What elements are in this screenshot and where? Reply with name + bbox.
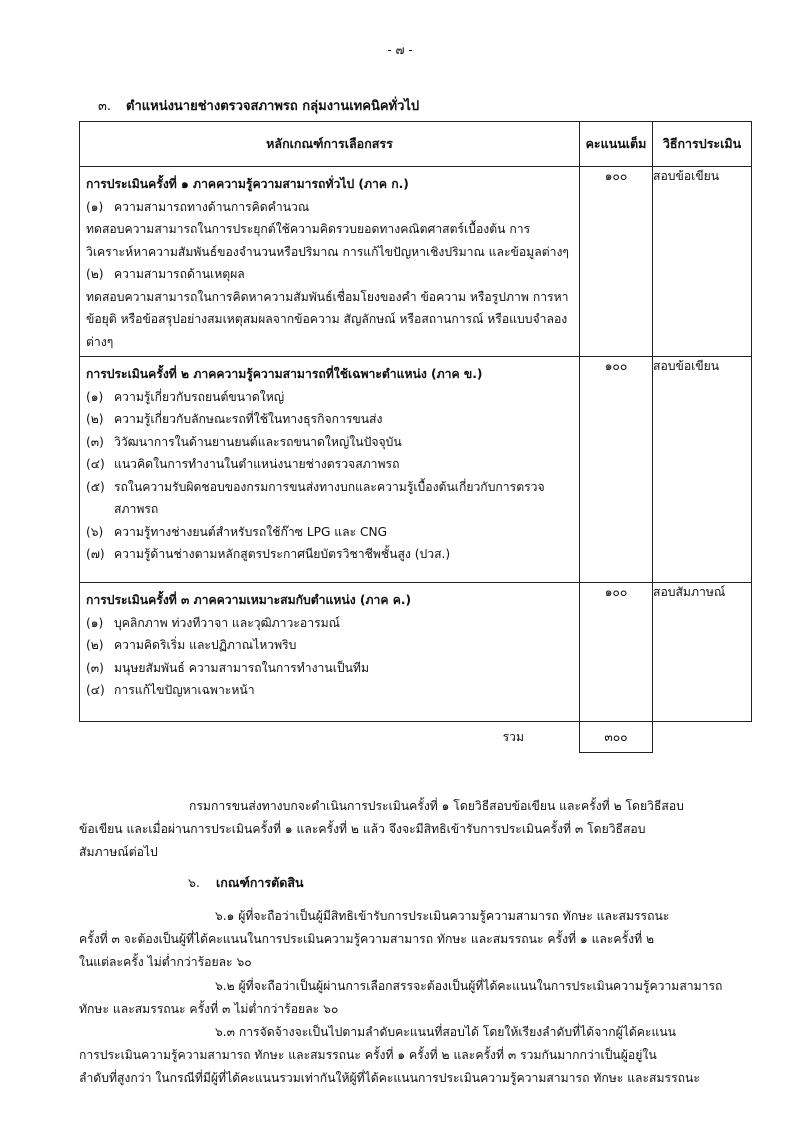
- item-text: ความรู้เกี่ยวกับลักษณะรถที่ใช้ในทางธุรกิจการขนส่ง: [114, 412, 383, 426]
- paragraph-line: ในแต่ละครั้ง ไม่ต่ำกว่าร้อยละ ๖๐: [79, 955, 252, 969]
- item-text: ความรู้เกี่ยวกับรถยนต์ขนาดใหญ่: [114, 389, 285, 404]
- table-row: [80, 167, 752, 357]
- item-text: รถในความรับผิดชอบของกรมการขนส่งทางบกและความรู้เบื้องต้นเกี่ยวกับการตรวจสภาพรถ: [114, 479, 545, 516]
- item-text: ความคิดริเริ่ม และปฏิภาณไหวพริบ: [114, 638, 297, 652]
- row-heading: การประเมินครั้งที่ ๑ ภาคความรู้ความสามารถทั่วไป (ภาค ก.): [86, 177, 409, 191]
- list-item: [86, 476, 573, 521]
- paragraph-assessment-order: [79, 795, 751, 864]
- item-number: (๒): [86, 267, 104, 281]
- item-text: บุคลิกภาพ ท่วงทีวาจา และวุฒิภาวะอารมณ์: [114, 615, 340, 630]
- method-cell: สอบข้อเขียน: [653, 167, 752, 357]
- item-description: ทดสอบความสามารถในการคิดหาความสัมพันธ์เชื่อมโยงของคำ ข้อความ หรือรูปภาพ การหาข้อยุติ หรือข้อสรุปอย่างสมเหตุสมผลจากข้อความ สัญลักษณ์ หรือสถานการณ์ หรือแบบจำลองต่างๆ: [86, 289, 569, 349]
- list-item: [86, 634, 573, 657]
- item-text: มนุษยสัมพันธ์ ความสามารถในการทำงานเป็นทีม: [114, 660, 370, 675]
- list-item: [86, 657, 573, 680]
- list-item: [86, 453, 573, 476]
- section-number: ๓.: [98, 99, 112, 114]
- paragraph-line: การประเมินความรู้ความสามารถ ทักษะ และสมรรถนะ ครั้งที่ ๑ ครั้งที่ ๒ และครั้งที่ ๓ รวมกันมากกว่าเป็นผู้อยู่ใน: [79, 1048, 657, 1062]
- page-number: - ๗ -: [387, 43, 413, 57]
- criteria-cell: [80, 167, 580, 357]
- item-number: (๗): [86, 547, 105, 561]
- paragraph-line: ครั้งที่ ๓ จะต้องเป็นผู้ที่ได้คะแนนในการประเมินความรู้ความสามารถ ทักษะ และสมรรถนะ ครั้งที่ ๑ และครั้งที่ ๒: [79, 932, 655, 946]
- score-cell: ๑๐๐: [580, 583, 653, 722]
- item-number: (๕): [86, 479, 105, 494]
- paragraph-line: ข้อเขียน และเมื่อผ่านการประเมินครั้งที่ ๑ และครั้งที่ ๒ แล้ว จึงจะมีสิทธิเข้ารับการประเมินครั้งที่ ๓ โดยวิธีสอบ: [79, 822, 646, 836]
- score-cell: ๑๐๐: [580, 167, 653, 357]
- paragraph-line: ทักษะ และสมรรถนะ ครั้งที่ ๓ ไม่ต่ำกว่าร้อยละ ๖๐: [79, 1002, 339, 1016]
- item-number: (๑): [86, 199, 104, 214]
- criterion-6-1: [79, 905, 751, 974]
- item-text: ความรู้ทางช่างยนต์สำหรับรถใช้ก๊าซ LPG และ CNG: [114, 524, 388, 539]
- total-row: [80, 722, 752, 753]
- section-6-number: ๖.: [188, 875, 200, 890]
- method-cell: สอบข้อเขียน: [653, 357, 752, 583]
- item-text: วิวัฒนาการในด้านยานยนต์และรถขนาดใหญ่ในปัจจุบัน: [114, 434, 402, 449]
- paragraph-line: สัมภาษณ์ต่อไป: [79, 845, 158, 859]
- list-item: [86, 612, 573, 635]
- row-heading: การประเมินครั้งที่ ๓ ภาคความเหมาะสมกับตำแหน่ง (ภาค ค.): [86, 593, 412, 607]
- section-heading: [98, 95, 419, 116]
- list-item: [86, 263, 573, 286]
- item-number: (๖): [86, 524, 104, 539]
- paragraph-line: กรมการขนส่งทางบกจะดำเนินการประเมินครั้งที่ ๑ โดยวิธีสอบข้อเขียน และครั้งที่ ๒ โดยวิธีสอบ: [189, 799, 684, 813]
- section-6-title: เกณฑ์การตัดสิน: [216, 875, 304, 890]
- criteria-table: [79, 121, 752, 753]
- item-number: (๔): [86, 683, 105, 697]
- table-header-row: [80, 122, 752, 167]
- item-number: (๓): [86, 434, 104, 449]
- list-item: [86, 408, 573, 431]
- item-text: การแก้ไขปัญหาเฉพาะหน้า: [114, 683, 255, 697]
- list-item: [86, 543, 573, 566]
- list-item: [86, 196, 573, 219]
- method-cell: สอบสัมภาษณ์: [653, 583, 752, 722]
- item-text: ความสามารถด้านเหตุผล: [114, 267, 245, 281]
- criterion-6-3: [79, 1021, 751, 1090]
- total-value: ๓๐๐: [580, 722, 653, 753]
- score-cell: ๑๐๐: [580, 357, 653, 583]
- section-title: ตำแหน่งนายช่างตรวจสภาพรถ กลุ่มงานเทคนิคทั่วไป: [126, 99, 420, 114]
- table-row: [80, 357, 752, 583]
- item-number: (๒): [86, 412, 104, 426]
- header-criteria: หลักเกณฑ์การเลือกสรร: [80, 122, 580, 167]
- list-item: [86, 431, 573, 454]
- item-number: (๒): [86, 638, 104, 652]
- total-label: รวม: [502, 730, 524, 744]
- section-6-heading: [188, 873, 304, 893]
- paragraph-line: ลำดับที่สูงกว่า ในกรณีที่มีผู้ที่ได้คะแนนรวมเท่ากันให้ผู้ที่ได้คะแนนการประเมินความรู้ความสามารถ ทักษะ และสมรรถนะ: [79, 1071, 700, 1085]
- item-text: ความสามารถทางด้านการคิดคำนวณ: [114, 199, 310, 214]
- table-row: [80, 583, 752, 722]
- item-description: ทดสอบความสามารถในการประยุกต์ใช้ความคิดรวบยอดทางคณิตศาสตร์เบื้องต้น การวิเคราะห์หาความสัมพันธ์ของจำนวนหรือปริมาณ การแก้ไขปัญหาเชิงปริมาณ และข้อมูลต่างๆ: [86, 222, 569, 259]
- header-full-score: คะแนนเต็ม: [580, 122, 653, 167]
- list-item: [86, 679, 573, 702]
- item-number: (๑): [86, 615, 104, 630]
- paragraph-line: ๖.๒ ผู้ที่จะถือว่าเป็นผู้ผ่านการเลือกสรรจะต้องเป็นผู้ที่ได้คะแนนในการประเมินความรู้ความสามารถ: [215, 979, 723, 993]
- paragraph-line: ๖.๑ ผู้ที่จะถือว่าเป็นผู้มีสิทธิเข้ารับการประเมินความรู้ความสามารถ ทักษะ และสมรรถนะ: [215, 909, 670, 923]
- list-item: [86, 386, 573, 409]
- item-number: (๑): [86, 389, 104, 404]
- criteria-cell: [80, 583, 580, 722]
- criterion-6-2: [79, 975, 751, 1021]
- item-text: แนวคิดในการทำงานในตำแหน่งนายช่างตรวจสภาพรถ: [114, 457, 400, 471]
- item-number: (๓): [86, 660, 104, 675]
- criteria-cell: [80, 357, 580, 583]
- row-heading: การประเมินครั้งที่ ๒ ภาคความรู้ความสามารถที่ใช้เฉพาะตำแหน่ง (ภาค ข.): [86, 367, 483, 381]
- header-method: วิธีการประเมิน: [653, 122, 752, 167]
- paragraph-line: ๖.๓ การจัดจ้างจะเป็นไปตามลำดับคะแนนที่สอบได้ โดยให้เรียงลำดับที่ได้จากผู้ได้คะแนน: [215, 1025, 676, 1039]
- item-text: ความรู้ด้านช่างตามหลักสูตรประกาศนียบัตรวิชาชีพชั้นสูง (ปวส.): [114, 547, 451, 561]
- list-item: [86, 521, 573, 544]
- item-number: (๔): [86, 457, 105, 471]
